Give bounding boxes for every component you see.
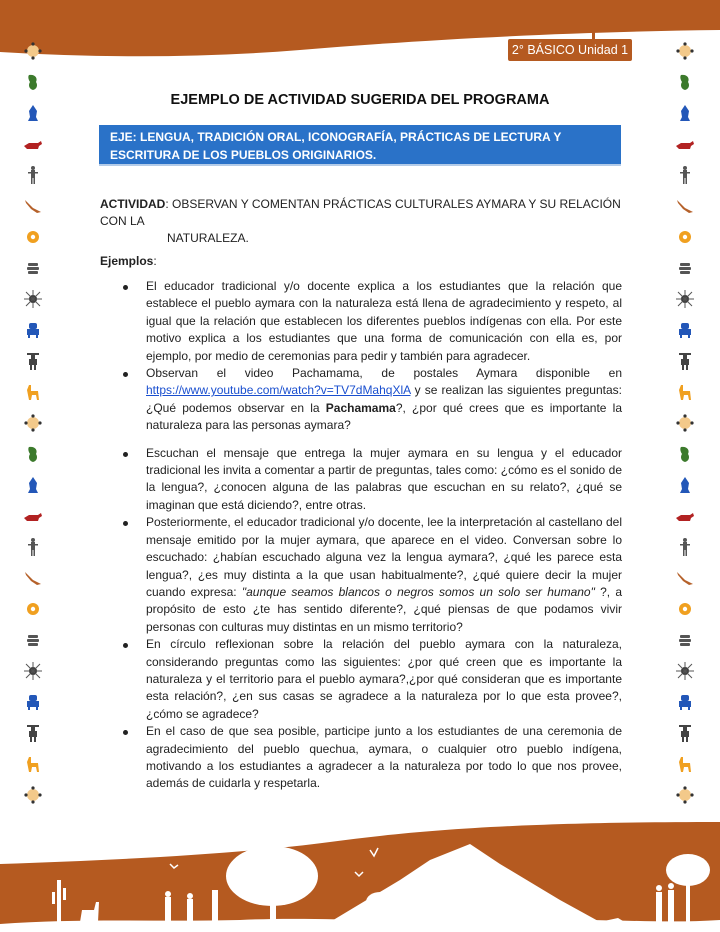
condor-icon bbox=[670, 563, 700, 593]
quote: "aunque seamos blancos o negros somos un solo ser humano" bbox=[241, 584, 595, 599]
standing-man-icon bbox=[670, 160, 700, 190]
sun-face-icon bbox=[670, 780, 700, 810]
sun-face-icon bbox=[18, 780, 48, 810]
hat-man-icon bbox=[18, 718, 48, 748]
badge-stem bbox=[592, 26, 595, 40]
llama-icon bbox=[670, 377, 700, 407]
list-item: Observan el video Pachamama, de postales Aymara disponible en https://www.youtube.com/watch?v=TV7dMahqXlA y se realizan las siguientes preguntas: ¿Qué podemos observar en la Pachamama?, ¿por qué crees que es importante la naturaleza para las personas aymara? bbox=[100, 365, 622, 435]
right-glyph-column bbox=[670, 36, 700, 811]
flower-icon bbox=[670, 222, 700, 252]
pot-icon bbox=[670, 253, 700, 283]
sun-face-icon bbox=[670, 408, 700, 438]
blue-robot-figure-icon bbox=[18, 315, 48, 345]
ejemplos-list bbox=[100, 278, 622, 793]
list-item: Escuchan el mensaje que entrega la mujer aymara en su lengua y el educador tradicional les invita a comentar a partir de preguntas, tales como: ¿cómo es el sonido de la lengua?, ¿conocen alguna de las palabras que escuchan en su relato?, ¿qué se imaginan que está diciendo?, entre otras. bbox=[100, 445, 622, 515]
blue-robot-figure-icon bbox=[18, 687, 48, 717]
flower-icon bbox=[670, 594, 700, 624]
footer-landscape-illustration bbox=[0, 820, 720, 932]
eje-banner: EJE: LENGUA, TRADICIÓN ORAL, ICONOGRAFÍA, PRÁCTICAS DE LECTURA Y ESCRITURA DE LOS PUEBLOS ORIGINARIOS. bbox=[99, 125, 621, 166]
sun-rays-icon bbox=[18, 656, 48, 686]
unit-badge: 2° BÁSICO Unidad 1 bbox=[508, 39, 632, 61]
pot-icon bbox=[18, 625, 48, 655]
frog-icon bbox=[18, 439, 48, 469]
sun-rays-icon bbox=[670, 656, 700, 686]
sun-face-icon bbox=[670, 36, 700, 66]
sun-face-icon bbox=[18, 36, 48, 66]
list-item: El educador tradicional y/o docente explica a los estudiantes que la relación que establece el pueblo aymara con la naturaleza está llena de agradecimiento y respeto, al igual que la relación que establecen los diferentes pueblos indígenas con ella. Por este motivo explica a los estudiantes que una forma de comunicación con ella es, por ejemplo, por medio de ceremonias para pedir y también para agradecer. bbox=[100, 278, 622, 365]
condor-icon bbox=[18, 191, 48, 221]
hat-man-icon bbox=[670, 718, 700, 748]
actividad-label: ACTIVIDAD bbox=[100, 197, 166, 211]
standing-man-icon bbox=[18, 160, 48, 190]
sun-rays-icon bbox=[18, 284, 48, 314]
left-glyph-column bbox=[18, 36, 48, 811]
fox-icon bbox=[18, 129, 48, 159]
blue-robot-figure-icon bbox=[670, 315, 700, 345]
hat-man-icon bbox=[670, 346, 700, 376]
list-item: En círculo reflexionan sobre la relación del pueblo aymara con la naturaleza, considerando preguntas como las siguientes: ¿por qué creen que es importante la naturaleza y el territorio para el pueblo aymara?,¿por qué consideran que es importante esta relación?, ¿en sus casas se agradece a la naturaleza por lo que esta provee?, ¿cómo se agradece? bbox=[100, 636, 622, 723]
blue-figure-icon bbox=[670, 470, 700, 500]
frog-icon bbox=[670, 439, 700, 469]
video-link[interactable]: https://www.youtube.com/watch?v=TV7dMahqXlA bbox=[146, 383, 411, 398]
llama-icon bbox=[670, 749, 700, 779]
condor-icon bbox=[670, 191, 700, 221]
condor-icon bbox=[18, 563, 48, 593]
pot-icon bbox=[18, 253, 48, 283]
actividad-text: : OBSERVAN Y COMENTAN PRÁCTICAS CULTURALES AYMARA Y SU RELACIÓN CON LA bbox=[100, 197, 621, 228]
standing-man-icon bbox=[18, 532, 48, 562]
llama-icon bbox=[18, 377, 48, 407]
list-item: En el caso de que sea posible, participe junto a los estudiantes de una ceremonia de agradecimiento del pueblo quechua, aymara, o cualquier otro pueblo indígena, motivando a los estudiantes a agradecer a la naturaleza por todo lo que nos provee, además de cuidarla y respetarla. bbox=[100, 723, 622, 793]
hat-man-icon bbox=[18, 346, 48, 376]
pot-icon bbox=[670, 625, 700, 655]
flower-icon bbox=[18, 594, 48, 624]
fox-icon bbox=[670, 501, 700, 531]
fox-icon bbox=[670, 129, 700, 159]
actividad-text-cont: NATURALEZA. bbox=[167, 231, 249, 245]
ejemplos-heading: Ejemplos: bbox=[100, 254, 157, 268]
page-title: EJEMPLO DE ACTIVIDAD SUGERIDA DEL PROGRAMA bbox=[170, 92, 550, 108]
flower-icon bbox=[18, 222, 48, 252]
sun-face-icon bbox=[18, 408, 48, 438]
actividad-block bbox=[100, 196, 630, 247]
blue-robot-figure-icon bbox=[670, 687, 700, 717]
sun-rays-icon bbox=[670, 284, 700, 314]
llama-icon bbox=[18, 749, 48, 779]
fox-icon bbox=[18, 501, 48, 531]
list-item: Posteriormente, el educador tradicional y/o docente, lee la interpretación al castellano del mensaje emitido por la mujer aymara, que aparece en el video. Conversan sobre lo escuchado: ¿habían escuchado alguna vez la lengua aymara?, ¿qué les parece esta lengua?, ¿es muy distinta a la que usan habitualmente?, ¿qué quiere decir la mujer cuando expresa: "aunque seamos blancos o negros somos un solo ser humano" ?, a propósito de esto ¿te has sentido diferente?, ¿qué piensas de que podamos vivir personas con culturas muy distintas en un mismo territorio? bbox=[100, 514, 622, 636]
standing-man-icon bbox=[670, 532, 700, 562]
blue-figure-icon bbox=[18, 470, 48, 500]
